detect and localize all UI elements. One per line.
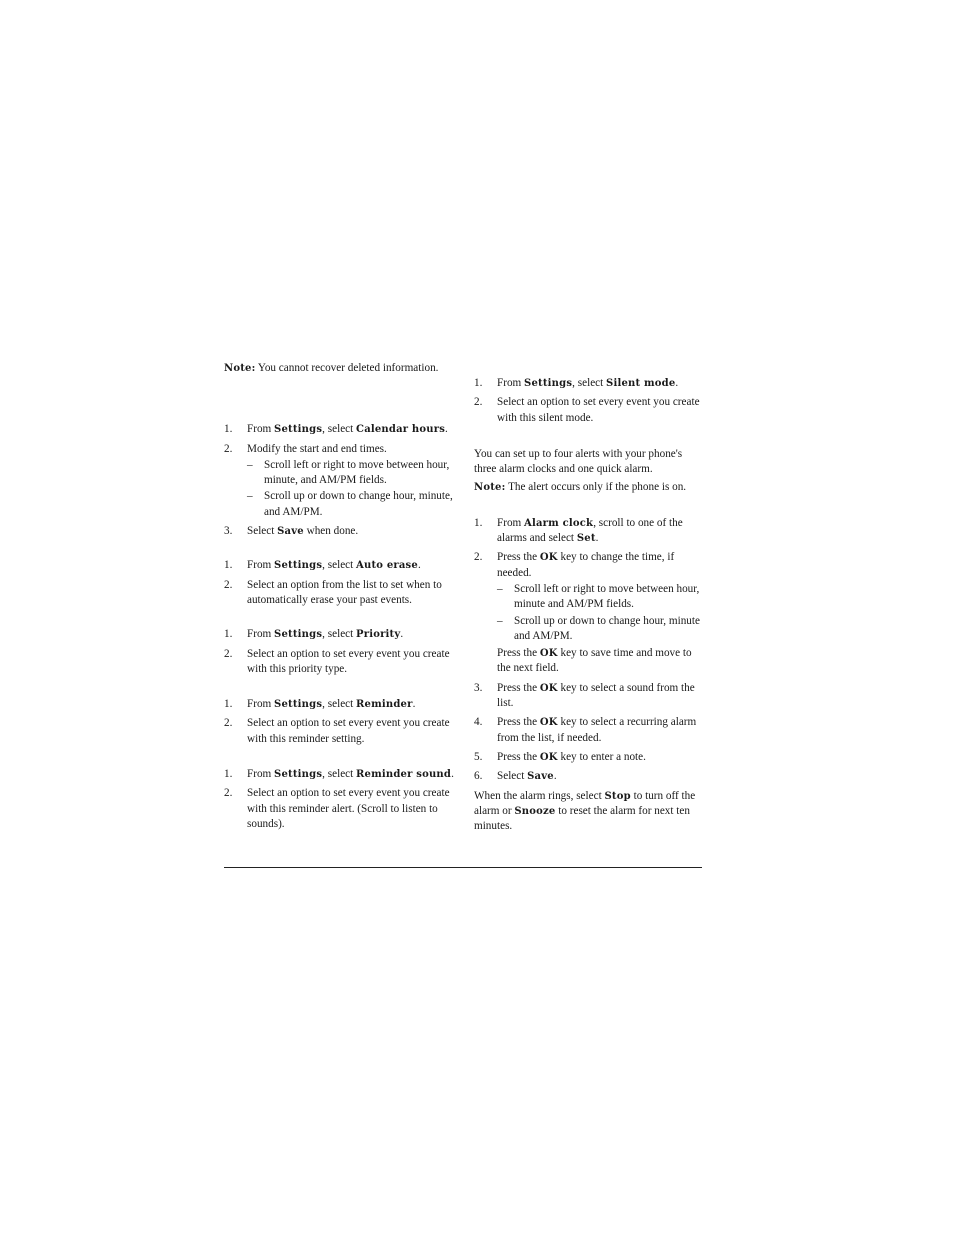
- dash-bullet: –: [247, 458, 253, 471]
- step-text: [247, 698, 415, 710]
- ui-term: Save: [527, 771, 554, 783]
- text-run: , select: [322, 628, 357, 641]
- text-run: From: [247, 768, 275, 781]
- note-text: The alert occurs only if the phone is on.: [505, 481, 687, 494]
- ui-term: OK: [539, 717, 558, 729]
- text-run: .: [412, 698, 416, 711]
- step-item: [224, 627, 456, 642]
- step-text: [497, 517, 683, 544]
- silent-mode-steps: [474, 376, 704, 426]
- text-run: .: [595, 532, 599, 545]
- step-item: [224, 697, 456, 712]
- dash-bullet: –: [247, 490, 253, 503]
- text-run: to reset the alarm for next ten minutes.: [474, 804, 690, 833]
- ui-term: OK: [539, 682, 558, 694]
- ui-term: OK: [539, 751, 558, 763]
- ui-term: Silent mode: [606, 378, 676, 389]
- step-number: 3.: [474, 681, 483, 694]
- text-run: Scroll up or down to change hour, minute, and AM/PM.: [264, 490, 453, 518]
- dash-bullet: –: [497, 582, 503, 595]
- text-run: key to select a sound from the list.: [497, 681, 695, 710]
- step-item: [474, 769, 704, 784]
- text-run: key to save time and move to the next field.: [497, 647, 692, 675]
- step-item: [474, 516, 704, 547]
- step-item: [474, 376, 704, 391]
- step-text: [247, 559, 421, 571]
- text-run: When the alarm rings, select: [474, 789, 605, 802]
- ui-term: Stop: [604, 790, 631, 802]
- ui-term: Settings: [274, 699, 323, 711]
- step-number: 2.: [224, 647, 233, 660]
- text-run: Select: [247, 525, 278, 538]
- ui-term: Reminder sound: [356, 769, 452, 781]
- sub-list: [247, 458, 456, 520]
- alarm-outro: [474, 789, 704, 835]
- sub-item-text: [264, 490, 453, 517]
- step-item: [224, 524, 456, 539]
- text-run: Select an option from the list to set when to automatically erase your past events.: [247, 578, 442, 606]
- text-run: .: [675, 377, 679, 389]
- step-continuation: [497, 646, 704, 677]
- step-item: [224, 716, 456, 747]
- text-run: Press the: [497, 750, 540, 763]
- step-item: [224, 578, 456, 609]
- text-run: Select an option to set every event you create with this reminder alert. (Scroll to listen to sounds).: [247, 787, 450, 830]
- step-number: 1.: [224, 423, 233, 436]
- step-number: 1.: [474, 516, 483, 529]
- text-run: Select an option to set every event you create with this priority type.: [247, 647, 450, 675]
- text-run: .: [400, 628, 404, 641]
- text-run: Press the: [497, 551, 540, 564]
- ui-term: Settings: [524, 378, 573, 389]
- step-text: [497, 716, 696, 743]
- step-text: [247, 423, 448, 435]
- step-number: 2.: [224, 787, 233, 800]
- priority-steps: [224, 627, 456, 677]
- step-item: [224, 422, 456, 437]
- text-run: , select: [572, 377, 607, 389]
- step-number: 3.: [224, 525, 233, 538]
- step-item: [474, 715, 704, 746]
- step-text: [247, 787, 450, 830]
- text-run: From: [247, 698, 275, 711]
- step-text: [497, 377, 678, 389]
- step-item: [474, 681, 704, 712]
- text-run: .: [445, 423, 448, 436]
- ui-term: OK: [539, 552, 558, 564]
- step-number: 1.: [224, 698, 233, 711]
- sub-item: [497, 614, 704, 645]
- sub-item-text: [514, 615, 700, 642]
- text-run: From: [247, 559, 275, 572]
- text-run: Modify the start and end times.: [247, 442, 387, 455]
- ui-term: Snooze: [514, 805, 556, 817]
- step-text: [247, 579, 442, 606]
- step-number: 1.: [224, 559, 233, 572]
- delete-note: [224, 361, 456, 376]
- step-number: 2.: [224, 717, 233, 730]
- ui-term: Set: [576, 533, 596, 545]
- step-number: 4.: [474, 716, 483, 729]
- sub-item-text: [264, 459, 449, 486]
- ui-term: Settings: [274, 424, 323, 436]
- step-number: 1.: [224, 768, 233, 781]
- text-run: .: [553, 770, 557, 783]
- text-run: , select: [322, 423, 357, 436]
- step-number: 1.: [474, 377, 483, 389]
- right-column: [474, 376, 704, 834]
- step-number: 2.: [224, 578, 233, 591]
- text-run: key to change the time, if needed.: [497, 551, 675, 579]
- text-run: , select: [322, 559, 357, 572]
- step-number: 5.: [474, 750, 483, 763]
- step-text: [497, 551, 674, 578]
- reminder-sound-steps: [224, 767, 456, 832]
- calendar-hours-steps: [224, 422, 456, 539]
- alarm-intro: You can set up to four alerts with your phone's three alarm clocks and one quick alarm.: [474, 447, 683, 476]
- ui-term: Alarm clock: [524, 517, 594, 529]
- step-item: [224, 647, 456, 678]
- dash-bullet: –: [497, 614, 503, 627]
- step-text: [497, 396, 700, 423]
- text-run: when done.: [303, 525, 359, 538]
- step-text: [497, 770, 557, 782]
- text-run: , scroll to one of the alarms and select: [497, 516, 683, 545]
- step-text: [247, 768, 454, 780]
- text-run: key to enter a note.: [557, 750, 646, 763]
- text-run: From: [497, 516, 525, 529]
- step-number: 2.: [474, 551, 483, 564]
- ui-term: Settings: [274, 769, 323, 781]
- step-number: 6.: [474, 770, 483, 783]
- text-run: Select an option to set every event you create with this silent mode.: [497, 396, 700, 424]
- text-run: Press the: [497, 716, 540, 729]
- text-run: From: [247, 628, 275, 641]
- text-run: Press the: [497, 647, 540, 660]
- footer-rule: [224, 867, 702, 868]
- ui-term: Calendar hours: [356, 424, 446, 436]
- step-number: 2.: [474, 396, 483, 409]
- ui-term: Auto erase: [356, 560, 418, 572]
- step-text: [497, 682, 695, 709]
- ui-term: Settings: [274, 629, 323, 641]
- sub-list: [497, 582, 704, 644]
- note-text: You cannot recover deleted information.: [255, 362, 439, 374]
- left-column: [224, 361, 456, 836]
- text-run: Scroll left or right to move between hour, minute, and AM/PM fields.: [264, 458, 450, 487]
- sub-item: [247, 458, 456, 489]
- ui-term: Settings: [274, 560, 323, 572]
- text-run: From: [247, 423, 275, 436]
- text-run: Select: [497, 770, 528, 783]
- text-run: .: [417, 559, 421, 572]
- note-label: Note:: [474, 482, 506, 494]
- sub-item: [497, 582, 704, 613]
- ui-term: Priority: [356, 629, 401, 641]
- step-text: [247, 628, 403, 640]
- step-number: 1.: [224, 628, 233, 641]
- ui-term: Save: [277, 526, 304, 538]
- text-run: , select: [322, 698, 357, 711]
- text-run: key to select a recurring alarm from the list, if needed.: [497, 716, 697, 744]
- step-text: [247, 443, 387, 455]
- text-run: to turn off the alarm or: [474, 789, 696, 817]
- step-item: [224, 558, 456, 573]
- text-run: From: [497, 377, 525, 389]
- text-run: Scroll left or right to move between hour, minute and AM/PM fields.: [514, 582, 700, 611]
- reminder-steps: [224, 697, 456, 747]
- step-item: [224, 786, 456, 832]
- alarm-note: [474, 480, 704, 495]
- step-item: [224, 767, 456, 782]
- text-run: , select: [322, 768, 357, 781]
- step-item: [474, 395, 704, 426]
- step-number: 2.: [224, 442, 233, 455]
- alarm-clock-steps: [474, 516, 704, 785]
- auto-erase-steps: [224, 558, 456, 608]
- sub-item-text: [514, 583, 699, 610]
- step-item: [224, 442, 456, 520]
- step-item: [474, 750, 704, 765]
- text-run: Select an option to set every event you create with this reminder setting.: [247, 717, 450, 745]
- step-text: [247, 525, 358, 537]
- text-run: .: [451, 768, 454, 781]
- step-text: [247, 717, 450, 744]
- step-item: [474, 550, 704, 676]
- text-run: Press the: [497, 681, 540, 694]
- ui-term: OK: [539, 648, 558, 660]
- text-run: Scroll up or down to change hour, minute and AM/PM.: [514, 614, 700, 642]
- step-text: [497, 751, 646, 763]
- note-label: Note:: [224, 363, 256, 374]
- ui-term: Reminder: [356, 699, 413, 711]
- sub-item: [247, 489, 456, 520]
- step-text: [247, 648, 450, 675]
